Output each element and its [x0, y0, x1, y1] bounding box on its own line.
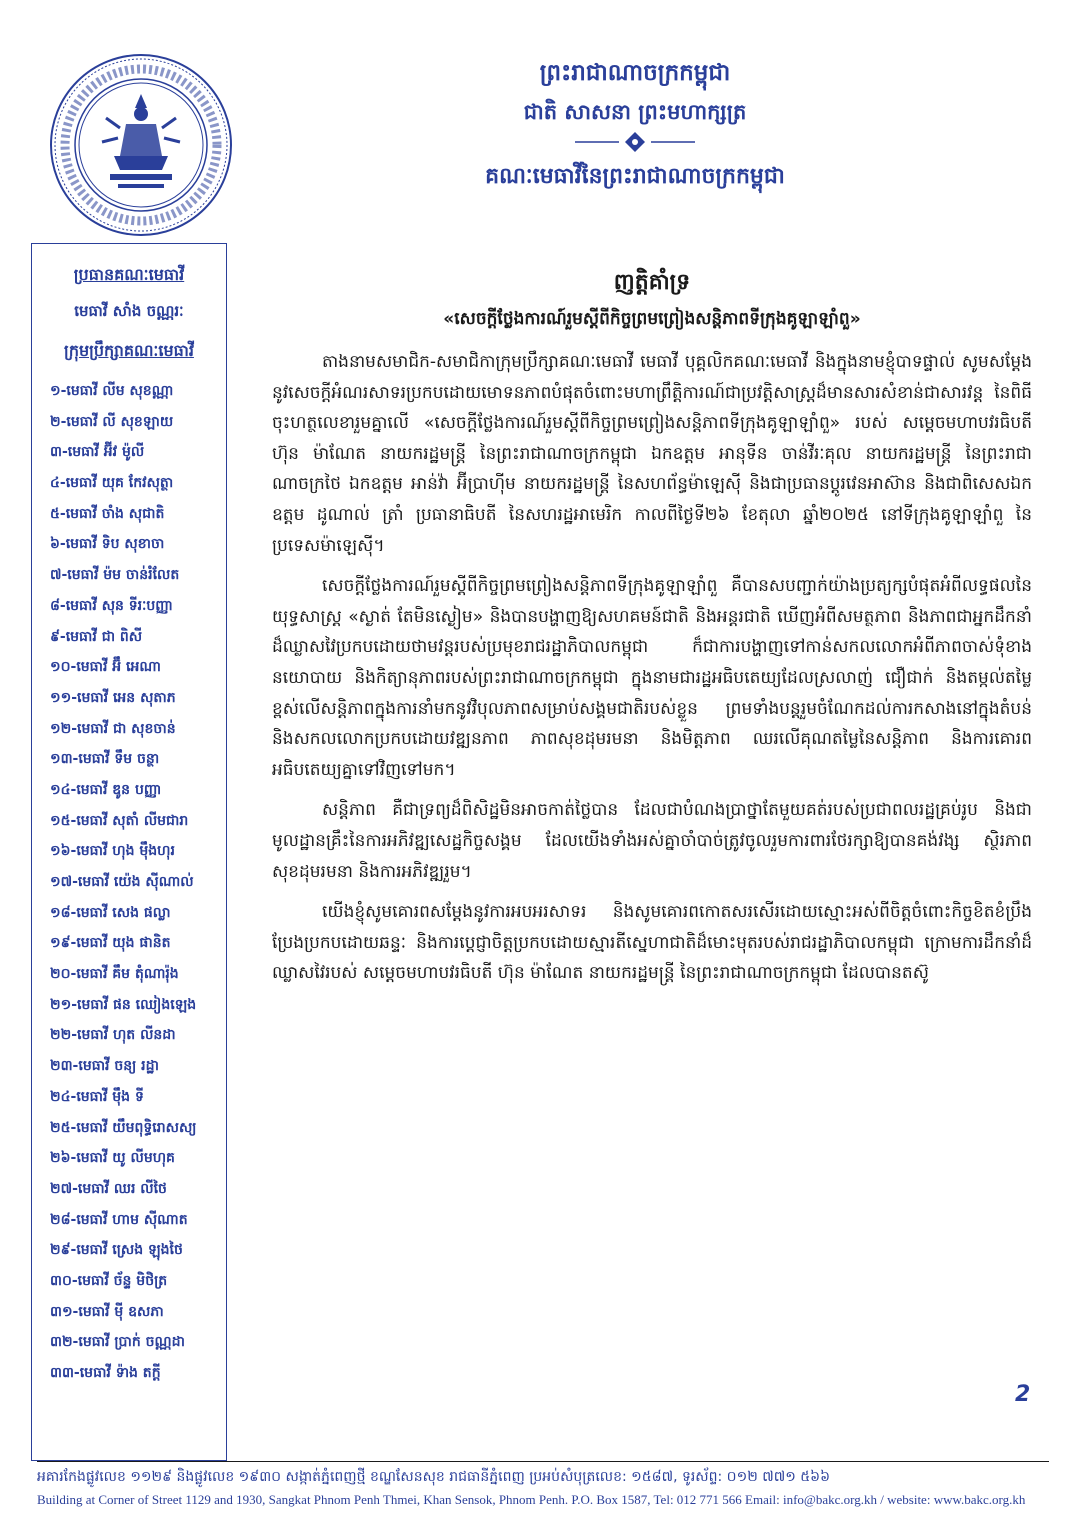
- list-item: ១០-មេធាវី អ៊ឹ អេណា: [50, 659, 161, 676]
- list-item: ១៤-មេធាវី ឌូន បញ្ញា: [50, 781, 162, 798]
- document-subtitle: «សេចក្តីថ្លែងការណ៍រួមស្តីពីកិច្ចព្រមព្រៀងសន្តិភាពទីក្រុងគូឡាឡាំពួ»: [443, 309, 861, 329]
- list-item: ២៥-មេធាវី យឹមពុទ្ធិរោសស្យ: [50, 1119, 197, 1136]
- list-item: ២១-មេធាវី ផន ឈៀងឡេង: [50, 996, 197, 1013]
- document-title: ញត្តិគាំទ្រ: [613, 270, 691, 295]
- list-item: ១៧-មេធាវី យ៉េង ស៊ីណាល់: [50, 874, 194, 890]
- president-heading: ប្រធានគណៈមេធាវី: [73, 265, 185, 284]
- paragraph-text: សេចក្តីថ្លែងការណ៍រួមស្តីពីកិច្ចព្រមព្រៀងសន្តិភាពទីក្រុងគូឡាឡាំពួ គឺបានសបញ្ជាក់យ៉ាងប្រត្យក្សបំផុតអំពីលទ្ធផលនៃយុទ្ធសាស្ត្រ «ស្ងាត់ តែមិនស្ងៀម» និងបានបង្ហាញឱ្យសហគមន៍ជាតិ និងអន្តរជាតិ ឃើញអំពីសមត្ថភាព និងភាពជាអ្នកដឹកនាំដ៏ឈ្លាសវៃប្រកបដោយថាមវន្តរបស់ប្រមុខរាជរដ្ឋាភិបាលកម្ពុជា ក៏ជាការបង្ហាញទៅកាន់សកលលោកអំពីភាពចាស់ទុំខាងនយោបាយ និងកិត្យានុភាពរបស់ព្រះរាជាណាចក្រកម្ពុជា ក្នុងនាមជារដ្ឋអធិបតេយ្យដែលស្រលាញ់ ជឿជាក់ និងតម្កល់តម្លៃខ្ពស់លើសន្តិភាពក្នុងការនាំមកនូវវិបុលភាពសម្រាប់សង្គមជាតិរបស់ខ្លួន ព្រមទាំងបន្តរួមចំណែកដល់ការកសាងនៅក្នុងតំបន់ និងសកលលោកប្រកបដោយវឌ្ឍនភាព ភាពសុខដុមរមនា និងមិត្តភាព ឈរលើគុណតម្លៃនៃសន្តិភាព និងការគោរពអធិបតេយ្យគ្នាទៅវិញទៅមក។: [272, 576, 1032, 780]
- footer-divider: [37, 1461, 1049, 1462]
- handwritten-page-number: 2: [1015, 1382, 1031, 1407]
- list-item: ១៨-មេធាវី សេង ផល្លា: [50, 904, 171, 921]
- list-item: ១២-មេធាវី ជា សុខចាន់: [50, 720, 176, 737]
- list-item: ២៦-មេធាវី យូ លីមហុគ: [50, 1150, 175, 1167]
- paragraph-text: សន្តិភាព គឺជាទ្រព្យដ៏ពិសិដ្ឋមិនអាចកាត់ថ្លៃបាន ដែលជាបំណងប្រាថ្នាតែមួយគត់របស់ប្រជាពលរដ្ឋគ្រប់រូប និងជាមូលដ្ឋានគ្រឹះនៃការអភិវឌ្ឍសេដ្ឋកិច្ចសង្គម ដែលយើងទាំងអស់គ្នាចាំបាច់ត្រូវចូលរួមការពារថែរក្សាឱ្យបានគង់វង្ស ស្ថិរភាព សុខដុមរមនា និងការអភិវឌ្ឍរួម។: [272, 800, 1032, 882]
- list-item: ៧-មេធាវី ម៉ម ចាន់រំលែត: [50, 567, 180, 584]
- bar-association-seal: [48, 52, 234, 238]
- list-item: ៩-មេធាវី ជា ពិសី: [50, 628, 143, 645]
- body-paragraph: [272, 795, 1032, 887]
- list-item: ១-មេធាវី លីម សុខណ្ណា: [50, 383, 174, 399]
- list-item: ២៩-មេធាវី ស្រេង ឡុងថៃ: [50, 1242, 183, 1259]
- list-item: ២-មេធាវី លី សុខឡាយ: [50, 413, 174, 430]
- paragraph-text: យើងខ្ញុំសូមគោរពសម្តែងនូវការអបអរសាទរ និងសូមគោរពកោតសរសើរដោយស្មោះអស់ពីចិត្តចំពោះកិច្ចខិតខំប្រឹងប្រែងប្រកបដោយឆន្ទៈ និងការប្តេជ្ញាចិត្តប្រកបដោយស្មារតីស្នេហាជាតិដ៏មោះមុតរបស់រាជរដ្ឋាភិបាលកម្ពុជា ក្រោមការដឹកនាំដ៏ឈ្លាសវៃរបស់ សម្តេចមហាបវរធិបតី ហ៊ុន ម៉ាណែត នាយករដ្ឋមន្ត្រី នៃព្រះរាជាណាចក្រកម្ពុជា ដែលបានតស៊ូ: [272, 902, 1032, 984]
- petition-body: [272, 268, 1032, 989]
- paragraph-text: តាងនាមសមាជិក-សមាជិកាក្រុមប្រឹក្សាគណៈមេធាវី មេធាវី បុគ្គលិកគណៈមេធាវី និងក្នុងនាមខ្ញុំបាទផ្ទាល់ សូមសម្តែងនូវសេចក្តីអំណរសាទរប្រកបដោយមោទនភាពបំផុតចំពោះមហាព្រឹត្តិការណ៍ជាប្រវត្តិសាស្ត្រដ៏មានសារសំខាន់ជាសារវន្ត នៃពិធីចុះហត្ថលេខារួមគ្នាលើ «សេចក្តីថ្លែងការណ៍រួមស្តីពីកិច្ចព្រមព្រៀងសន្តិភាពទីក្រុងគូឡាឡាំពួ» របស់ សម្តេចមហាបវរធិបតី ហ៊ុន ម៉ាណែត នាយករដ្ឋមន្ត្រី នៃព្រះរាជាណាចក្រកម្ពុជា ឯកឧត្តម អានុទីន ចាន់វីរៈគុល នាយករដ្ឋមន្ត្រី នៃព្រះរាជាណាចក្រថៃ ឯកឧត្តម អាន់វ៉ា អ៊ីប្រាហ៊ីម នាយករដ្ឋមន្ត្រី នៃសហព័ន្ធម៉ាឡេស៊ី និងជាប្រធានប្តូរវេនអាស៊ាន និងជាពិសេសឯកឧត្តម ដូណាល់ ត្រាំ ប្រធានាធិបតី នៃសហរដ្ឋអាមេរិក កាលពីថ្ងៃទី២៦ ខែតុលា ឆ្នាំ២០២៥ នៅទីក្រុងគូឡាឡាំពួ នៃប្រទេសម៉ាឡេស៊ី។: [272, 352, 1032, 556]
- list-item: ២២-មេធាវី ហុត លីនដា: [50, 1027, 176, 1044]
- list-item: ៦-មេធាវី ទិប សុខាចា: [50, 536, 165, 553]
- list-item: ១៦-មេធាវី ហុង ម៉ឹងហុរ: [50, 843, 175, 860]
- footer-address-english: Building at Corner of Street 1129 and 1930, Sangkat Phnom Penh Thmei, Khan Sensok, Phnom Penh. P.O. Box 1587, Tel: 012 771 566 Email: info@bakc.org.kh / website: www.bakc.org.kh: [37, 1492, 1026, 1507]
- list-item: ៣៣-មេធាវី ទ៉ាង តក្តី: [50, 1365, 161, 1381]
- kingdom-title: ព្រះរាជាណាចក្រកម្ពុជា: [539, 60, 731, 86]
- list-item: ៣១-មេធាវី ម៉ី ឧសភា: [50, 1303, 164, 1320]
- ornament-divider: [420, 131, 850, 158]
- council-member-list: [32, 376, 226, 1389]
- body-paragraph: [272, 347, 1032, 561]
- list-item: ១១-មេធាវី អេន សុតាភ: [50, 689, 176, 706]
- list-item: ២៨-មេធាវី ហាម ស៊ីណាត: [50, 1211, 188, 1228]
- list-item: ២០-មេធាវី គឹម តុំណារ៉ុង: [50, 966, 179, 983]
- list-item: ២៣-មេធាវី ចន្យ រដ្ឋា: [50, 1058, 159, 1075]
- list-item: ៣០-មេធាវី ច័ន្ទ មិថិត្រ: [50, 1272, 168, 1289]
- list-item: ១៣-មេធាវី ទឹម ចន្ថា: [50, 751, 160, 768]
- list-item: ២៤-មេធាវី ម៉ឹង ទី: [50, 1088, 144, 1105]
- body-paragraph: [272, 897, 1032, 989]
- body-paragraph: [272, 571, 1032, 785]
- list-item: ៨-មេធាវី សុន ទីរៈបញ្ញា: [50, 597, 173, 614]
- letterhead: [420, 60, 850, 190]
- council-members-sidebar: [31, 243, 227, 1461]
- footer-address-khmer: អគារកែងផ្លូវលេខ ១១២៩ និងផ្លូវលេខ ១៩៣០ សង្កាត់ភ្នំពេញថ្មី ខណ្ឌសែនសុខ រាជធានីភ្នំពេញ ប្រអប់សំបុត្រលេខ: ១៥៨៧, ទូរស័ព្ទ: ០១២ ៧៧១ ៥៦៦: [37, 1469, 830, 1485]
- list-item: ១៥-មេធាវី សុតាំ លីមជារា: [50, 812, 189, 829]
- president-name: មេធាវី សាំង ចណ្ណរៈ: [74, 302, 184, 320]
- national-motto: ជាតិ សាសនា ព្រះមហាក្សត្រ: [523, 99, 747, 124]
- list-item: ១៩-មេធាវី យុង ផានិត: [50, 935, 171, 952]
- council-heading: ក្រុមប្រឹក្សាគណៈមេធាវី: [64, 341, 194, 360]
- list-item: ៣-មេធាវី អ៊ីវ ម៉ូលី: [50, 444, 145, 461]
- list-item: ២៧-មេធាវី ឈរ លីថៃ: [50, 1180, 167, 1197]
- list-item: ៤-មេធាវី យុគ កែវសុត្ថា: [50, 475, 174, 492]
- list-item: ៥-មេធាវី ចាំង សុជាតិ: [50, 505, 165, 522]
- list-item: ៣២-មេធាវី ប្រាក់ ចណ្ណដា: [50, 1334, 185, 1351]
- council-name: គណៈមេធាវីនៃព្រះរាជាណាចក្រកម្ពុជា: [485, 163, 785, 189]
